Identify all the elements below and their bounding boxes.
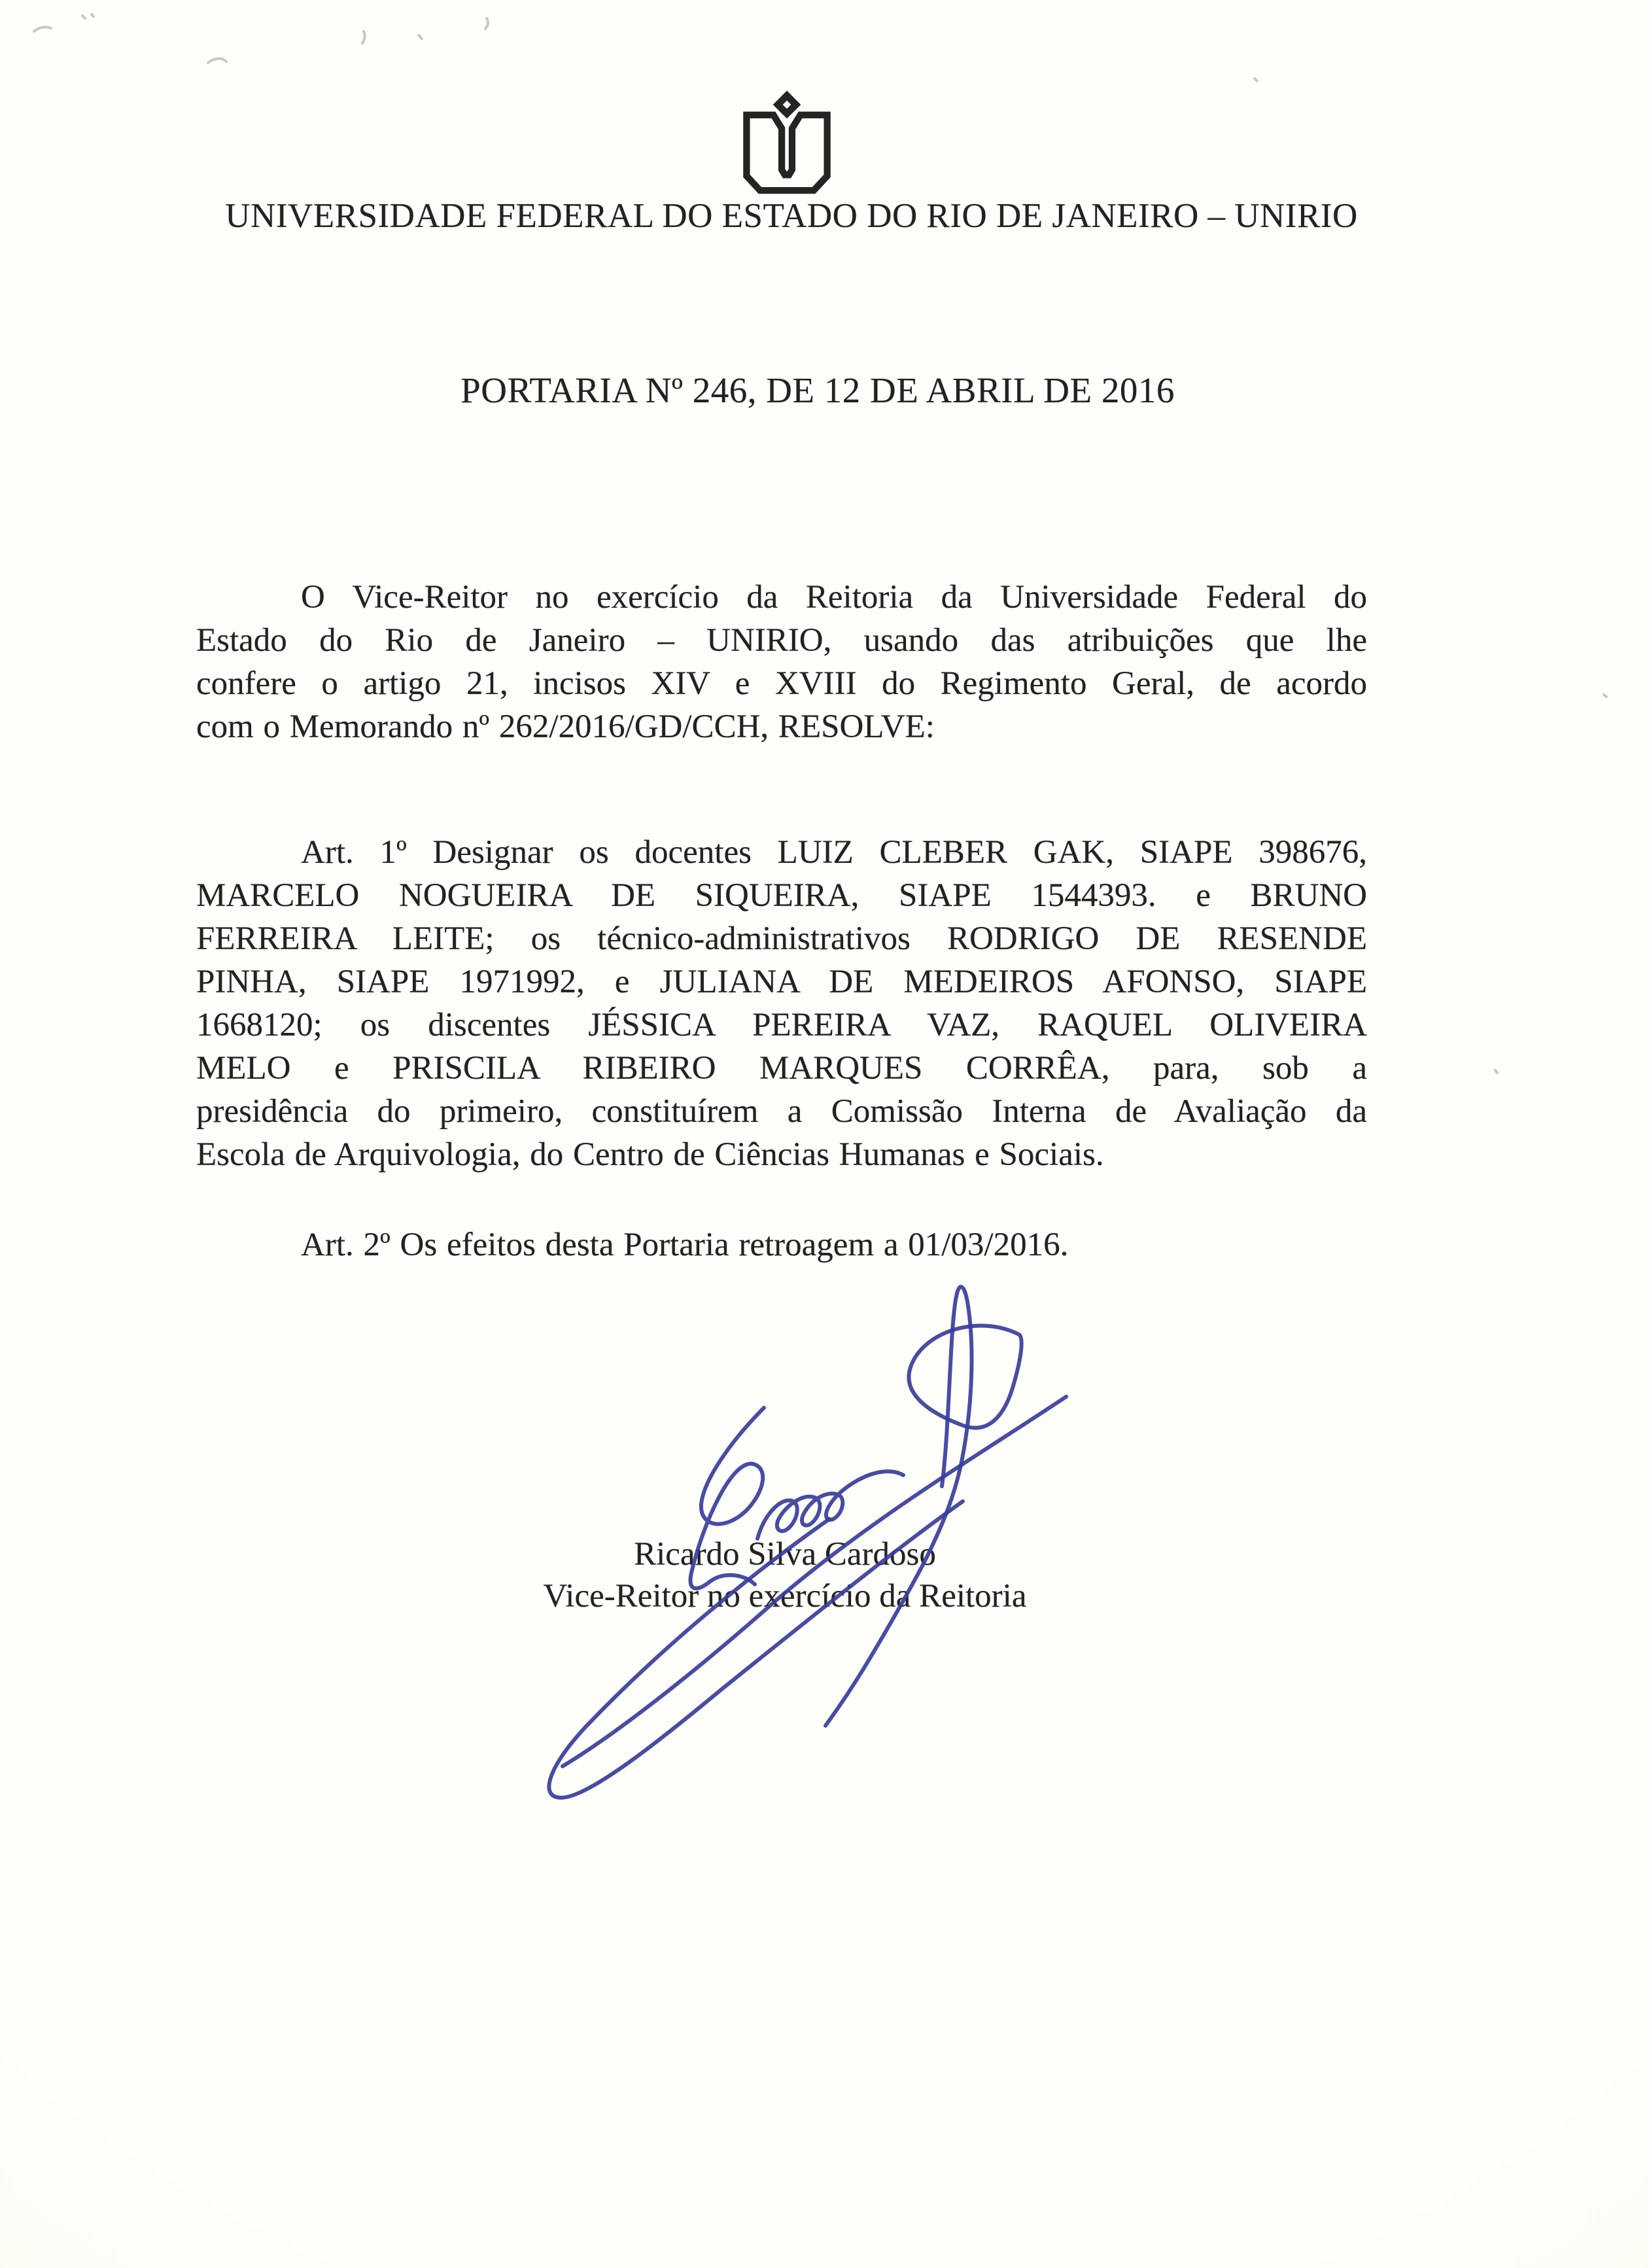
signature-stroke <box>549 1501 963 1798</box>
text-line: O Vice-Reitor no exercício da Reitoria da Universidade Federal do <box>301 579 1367 616</box>
text-line: Art. 2º Os efeitos desta Portaria retroagem a 01/03/2016. <box>301 1227 1069 1263</box>
paragraph-art-2 <box>196 1223 1367 1266</box>
paragraph-art-1 <box>196 831 1367 1176</box>
handwritten-signature <box>458 1269 1177 1832</box>
text-line: Escola de Arquivologia, do Centro de Ciências Humanas e Sociais. <box>196 1136 1104 1173</box>
text-line: presidência do primeiro, constituírem a Comissão Interna de Avaliação da <box>196 1093 1367 1130</box>
text-line: FERREIRA LEITE; os técnico-administrativos RODRIGO DE RESENDE <box>196 920 1367 957</box>
signature-stroke <box>757 1471 903 1539</box>
text-line: MARCELO NOGUEIRA DE SIQUEIRA, SIAPE 1544393. e BRUNO <box>196 877 1367 914</box>
signer-role: Vice-Reitor no exercício da Reitoria <box>543 1578 1027 1614</box>
text-line: 1668120; os discentes JÉSSICA PEREIRA VAZ, RAQUEL OLIVEIRA <box>196 1007 1367 1043</box>
paragraph-preamble <box>196 576 1367 748</box>
text-line: Estado do Rio de Janeiro – UNIRIO, usando das atribuições que lhe <box>196 622 1367 659</box>
text-line: confere o artigo 21, incisos XIV e XVIII do Regimento Geral, de acordo <box>196 665 1367 702</box>
letterhead-institution: UNIVERSIDADE FEDERAL DO ESTADO DO RIO DE JANEIRO – UNIRIO <box>225 197 1358 235</box>
unirio-logo <box>735 89 839 199</box>
signer-name: Ricardo Silva Cardoso <box>634 1536 936 1573</box>
text-line: MELO e PRISCILA RIBEIRO MARQUES CORRÊA, para, sob a <box>196 1050 1367 1087</box>
page-title: PORTARIA Nº 246, DE 12 DE ABRIL DE 2016 <box>460 370 1175 410</box>
text-line: PINHA, SIAPE 1971992, e JULIANA DE MEDEIROS AFONSO, SIAPE <box>196 964 1367 1000</box>
signature-stroke <box>909 1325 1021 1427</box>
unirio-logo-icon <box>735 89 839 199</box>
signature-stroke <box>691 1408 764 1588</box>
signature-stroke <box>563 1397 1066 1766</box>
text-line: Art. 1º Designar os docentes LUIZ CLEBER GAK, SIAPE 398676, <box>301 834 1367 871</box>
text-line: com o Memorando nº 262/2016/GD/CCH, RESOLVE: <box>196 708 935 745</box>
